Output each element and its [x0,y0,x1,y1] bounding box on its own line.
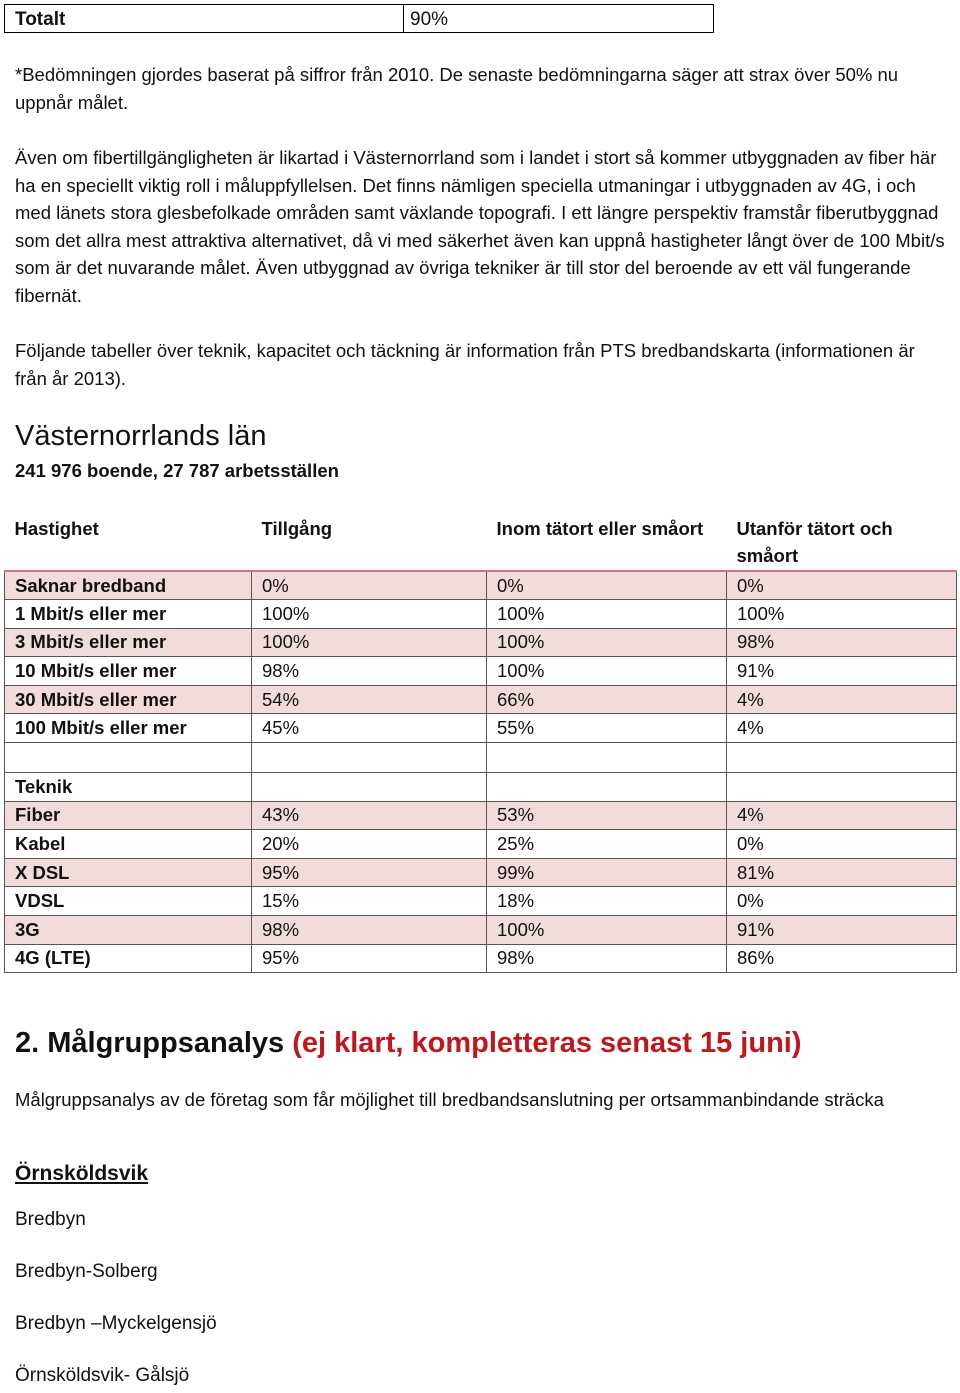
cell: 100% [487,600,727,629]
table-row [5,714,957,743]
cell: 0% [487,571,727,600]
table-row [5,858,957,887]
table-row [5,944,957,973]
row-label: X DSL [5,858,252,887]
empty-cell [727,743,957,773]
cell: 4% [727,801,957,830]
cell: 0% [252,571,487,600]
row-label: 3 Mbit/s eller mer [5,628,252,657]
tech-header: Teknik [5,773,252,802]
row-label: Saknar bredband [5,571,252,600]
cell: 95% [252,944,487,973]
cell: 86% [727,944,957,973]
row-label: 3G [5,916,252,945]
table-spacer-row [5,743,957,773]
row-label: 4G (LTE) [5,944,252,973]
place-heading: Örnsköldsvik [15,1162,149,1185]
table-header-row [5,513,957,571]
list-item: Bredbyn [15,1209,86,1230]
table-row [5,571,957,600]
table-row [5,887,957,916]
table-row [5,801,957,830]
list-item: Bredbyn –Myckelgensjö [15,1313,217,1334]
empty-cell [252,773,487,802]
empty-cell [5,743,252,773]
table-row [5,685,957,714]
cell: 100% [487,657,727,686]
cell: 4% [727,685,957,714]
cell: 100% [487,628,727,657]
cell: 100% [252,628,487,657]
table-row [5,600,957,629]
cell: 91% [727,657,957,686]
row-label: 30 Mbit/s eller mer [5,685,252,714]
cell: 81% [727,858,957,887]
list-item: Örnsköldsvik- Gålsjö [15,1365,190,1386]
cell: 55% [487,714,727,743]
row-label: 1 Mbit/s eller mer [5,600,252,629]
cell: 20% [252,830,487,859]
empty-cell [487,743,727,773]
header-speed: Hastighet [14,518,99,539]
table-row [5,916,957,945]
footnote-paragraph: *Bedömningen gjordes baserat på siffror från 2010. De senaste bedömningarna säger att strax över 50% nu uppnår målet. [15,64,899,113]
cell: 98% [727,628,957,657]
cell: 15% [252,887,487,916]
table-row [5,657,957,686]
table-row [5,830,957,859]
cell: 54% [252,685,487,714]
tech-header-row [5,773,957,802]
section-title-main: 2. Målgruppsanalys [15,1027,293,1059]
cell: 100% [727,600,957,629]
cell: 25% [487,830,727,859]
cell: 53% [487,801,727,830]
header-urban: Inom tätort eller småort [496,518,704,539]
county-title: Västernorrlands län [15,420,267,452]
header-availability: Tillgång [261,518,333,539]
coverage-table [4,513,957,973]
cell: 0% [727,830,957,859]
cell: 100% [487,916,727,945]
empty-cell [727,773,957,802]
row-label: Kabel [5,830,252,859]
cell: 98% [252,916,487,945]
cell: 0% [727,571,957,600]
cell: 43% [252,801,487,830]
fiber-paragraph: Även om fibertillgängligheten är likartad i Västernorrland som i landet i stort så kommer utbyggnaden av fiber här ha en speciellt viktig roll i måluppfyllelsen. Det finns nämligen speciella utmaningar i utbyggnaden av 4G, i och med länets stora glesbefolkade områden samt växlande topografi. I ett längre perspektiv framstår fiberutbyggnad som det allra mest attraktiva alternativet, då vi med säkerhet även kan uppnå hastigheter långt över de 100 Mbit/s som är det nuvarande målet. Även utbyggnad av övriga tekniker är till stor del beroende av ett väl fungerande fibernät. [15,147,945,306]
total-label: Totalt [5,5,404,32]
section-intro: Målgruppsanalys av de företag som får möjlighet till bredbandsanslutning per ortsammanbindande sträcka [15,1089,884,1110]
cell: 0% [727,887,957,916]
cell: 98% [487,944,727,973]
tables-intro-paragraph: Följande tabeller över teknik, kapacitet och täckning är information från PTS bredbandskarta (informationen är från år 2013). [15,340,915,389]
cell: 91% [727,916,957,945]
empty-cell [252,743,487,773]
cell: 98% [252,657,487,686]
cell: 66% [487,685,727,714]
header-rural: Utanför tätort och småort [736,518,893,566]
list-item: Bredbyn-Solberg [15,1261,158,1282]
total-table [4,4,714,33]
section-title-note: (ej klart, kompletteras senast 15 juni) [292,1027,802,1059]
row-label: 10 Mbit/s eller mer [5,657,252,686]
row-label: VDSL [5,887,252,916]
row-label: Fiber [5,801,252,830]
cell: 18% [487,887,727,916]
county-subtitle: 241 976 boende, 27 787 arbetsställen [15,460,339,481]
cell: 95% [252,858,487,887]
table-row [5,628,957,657]
row-label: 100 Mbit/s eller mer [5,714,252,743]
cell: 45% [252,714,487,743]
empty-cell [487,773,727,802]
section-title [15,1027,802,1060]
cell: 100% [252,600,487,629]
cell: 4% [727,714,957,743]
total-value: 90% [410,9,449,30]
cell: 99% [487,858,727,887]
